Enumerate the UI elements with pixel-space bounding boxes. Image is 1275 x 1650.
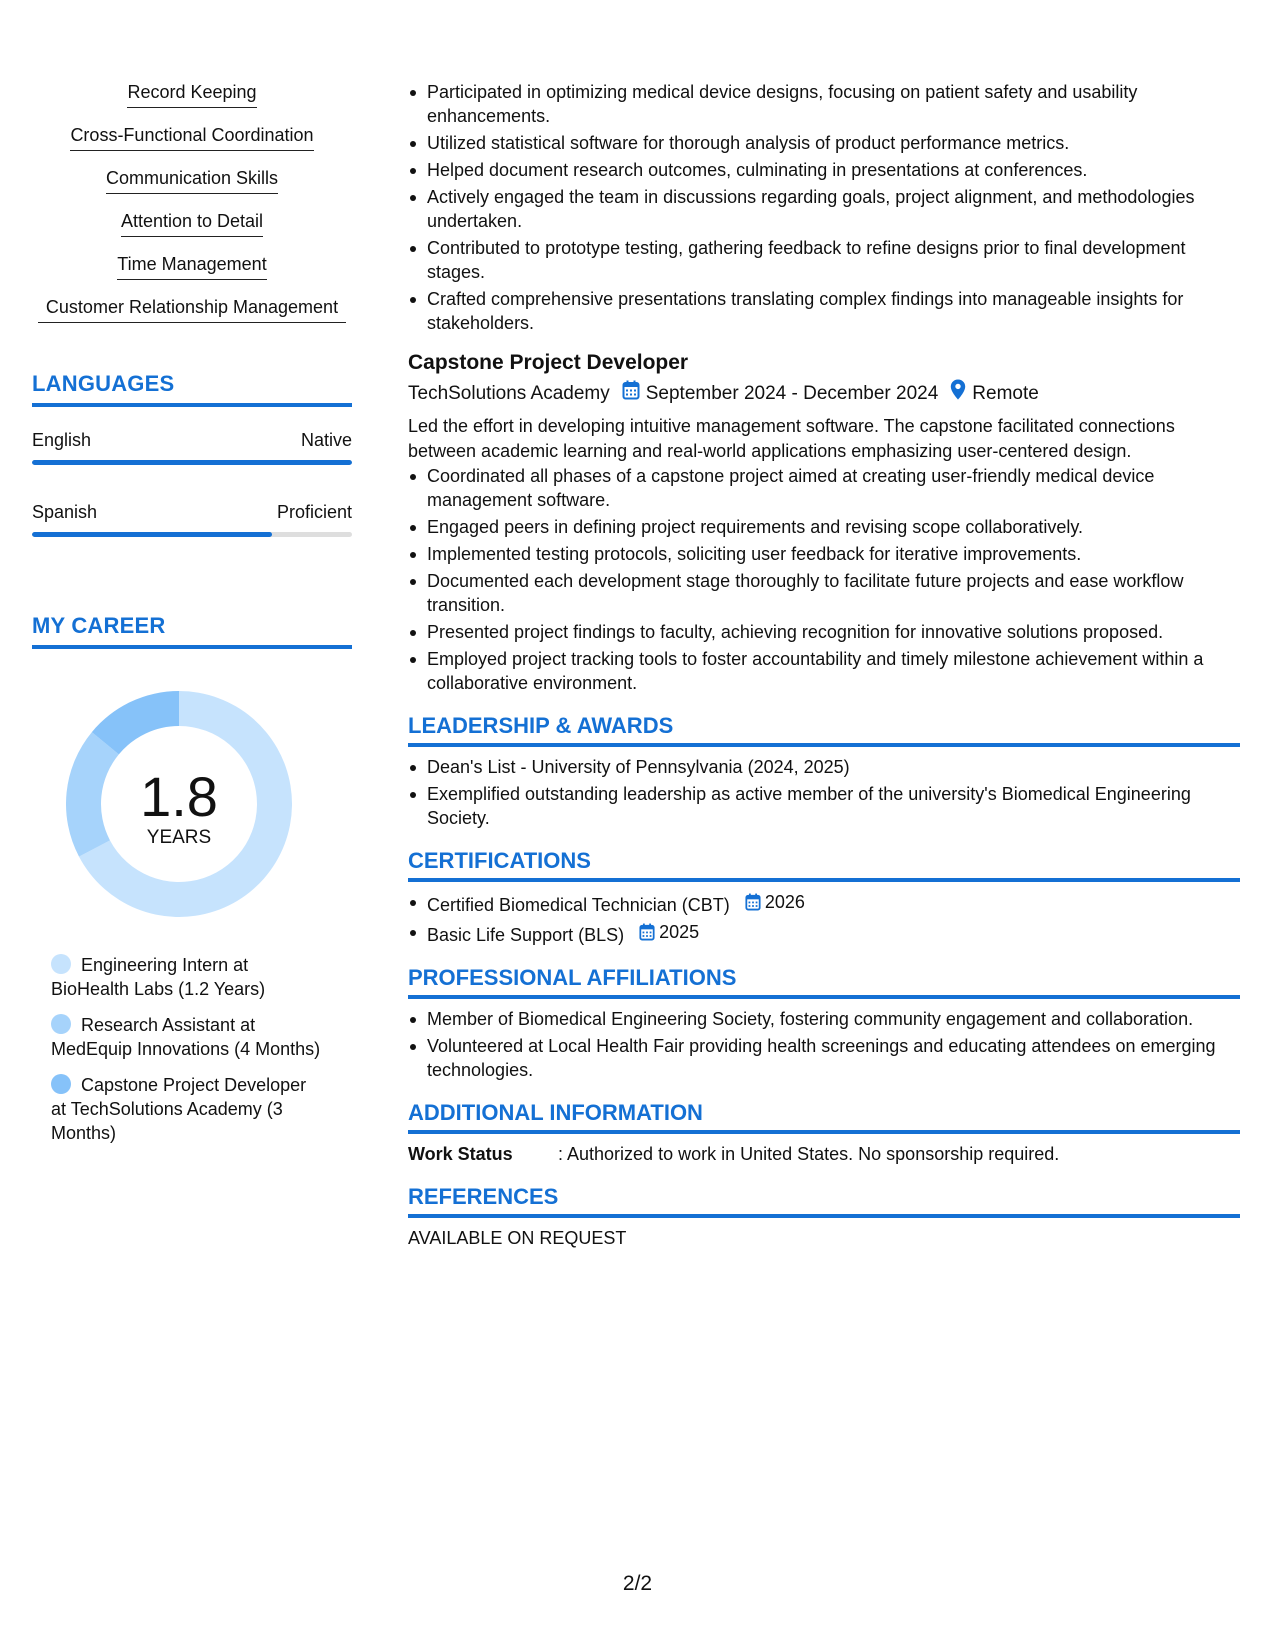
legend-dot-icon — [51, 1014, 71, 1034]
career-total-value: 1.8 — [140, 765, 218, 828]
work-status-value: : Authorized to work in United States. No sponsorship required. — [558, 1144, 1060, 1164]
affiliations-list — [408, 1007, 1240, 1082]
capstone-job — [408, 349, 1240, 695]
career-section — [32, 613, 352, 1145]
career-legend-item: Research Assistant at MedEquip Innovations (4 Months) — [51, 1015, 321, 1059]
certifications-heading: CERTIFICATIONS — [408, 848, 1240, 882]
leadership-list — [408, 755, 1240, 830]
bullet-item: Dean's List - University of Pennsylvania (2024, 2025) — [408, 755, 1240, 779]
career-heading: MY CAREER — [32, 613, 352, 649]
bullet-item: Documented each development stage thoroughly to facilitate future projects and ease workflow transition. — [408, 569, 1240, 617]
capstone-bullets — [408, 464, 1240, 695]
language-name: Spanish — [32, 502, 98, 522]
left-column — [32, 80, 352, 1145]
calendar-icon — [622, 380, 640, 408]
bullet-item: Exemplified outstanding leadership as active member of the university's Biomedical Engineering Society. — [408, 782, 1240, 830]
leadership-heading: LEADERSHIP & AWARDS — [408, 713, 1240, 747]
bullet-item: Crafted comprehensive presentations translating complex findings into manageable insights for stakeholders. — [408, 287, 1240, 335]
bullet-item: Helped document research outcomes, culminating in presentations at conferences. — [408, 158, 1240, 182]
skill-item: Communication Skills — [32, 166, 352, 194]
bullet-item: Coordinated all phases of a capstone project aimed at creating user-friendly medical device management software. — [408, 464, 1240, 512]
right-column — [408, 80, 1240, 1250]
bullet-item: Member of Biomedical Engineering Society, fostering community engagement and collaboration. — [408, 1007, 1240, 1031]
job-description: Led the effort in developing intuitive management software. The capstone facilitated connections between academic learning and real-world applications emphasizing user-centered design. — [408, 416, 1175, 461]
languages-heading: LANGUAGES — [32, 371, 352, 407]
language-level: Native — [300, 430, 352, 450]
work-status-label: Work Status — [408, 1144, 513, 1164]
job-company: TechSolutions Academy — [408, 382, 610, 404]
language-name: English — [32, 430, 92, 450]
map-pin-icon — [950, 379, 966, 408]
bullet-item: Contributed to prototype testing, gathering feedback to refine designs prior to final development stages. — [408, 236, 1240, 284]
legend-dot-icon — [51, 1074, 71, 1094]
certification-year: 2025 — [659, 922, 700, 942]
language-item — [32, 429, 352, 465]
language-bar — [32, 532, 352, 537]
certifications-list — [408, 890, 1240, 947]
career-legend-item: Engineering Intern at BioHealth Labs (1.2 Years) — [51, 955, 266, 999]
bullet-item: Volunteered at Local Health Fair providing health screenings and educating attendees on emerging technologies. — [408, 1034, 1240, 1082]
job-title: Capstone Project Developer — [408, 351, 689, 374]
bullet-item: Engaged peers in defining project requirements and revising scope collaboratively. — [408, 515, 1240, 539]
skill-item: Customer Relationship Management — [32, 295, 352, 323]
language-bar — [32, 460, 352, 465]
certification-year: 2026 — [764, 892, 805, 912]
affiliations-heading: PROFESSIONAL AFFILIATIONS — [408, 965, 1240, 999]
job-meta — [408, 379, 1240, 408]
references-text: AVAILABLE ON REQUEST — [408, 1228, 627, 1248]
skill-item: Record Keeping — [32, 80, 352, 108]
additional-heading: ADDITIONAL INFORMATION — [408, 1100, 1240, 1134]
languages-section — [32, 371, 352, 537]
bullet-item: Employed project tracking tools to foster accountability and timely milestone achievement within a collaborative environment. — [408, 647, 1240, 695]
bullet-item: Utilized statistical software for thorough analysis of product performance metrics. — [408, 131, 1240, 155]
skill-item: Time Management — [32, 252, 352, 280]
skill-item: Cross-Functional Coordination — [32, 123, 352, 151]
calendar-icon — [639, 923, 655, 941]
calendar-icon — [745, 893, 761, 911]
certification-item: Basic Life Support (BLS) 2025 — [408, 920, 1240, 947]
work-status-row — [408, 1142, 1240, 1166]
bullet-item: Actively engaged the team in discussions regarding goals, project alignment, and methodologies undertaken. — [408, 185, 1240, 233]
career-legend-item: Capstone Project Developer at TechSolutions Academy (3 Months) — [51, 1075, 307, 1143]
references-heading: REFERENCES — [408, 1184, 1240, 1218]
career-donut-chart — [66, 691, 292, 917]
language-level: Proficient — [276, 502, 352, 522]
bullet-item: Implemented testing protocols, soliciting user feedback for iterative improvements. — [408, 542, 1240, 566]
skills-list — [32, 80, 352, 323]
job-dates: September 2024 - December 2024 — [645, 382, 939, 404]
bullet-item: Presented project findings to faculty, achieving recognition for innovative solutions proposed. — [408, 620, 1240, 644]
bullet-item: Participated in optimizing medical device designs, focusing on patient safety and usability enhancements. — [408, 80, 1240, 128]
page-number: 2/2 — [622, 1572, 653, 1595]
job-location: Remote — [972, 382, 1039, 404]
career-legend — [32, 953, 352, 1145]
previous-job-bullets — [408, 80, 1240, 335]
career-total-unit: YEARS — [146, 827, 212, 848]
legend-dot-icon — [51, 954, 71, 974]
skill-item: Attention to Detail — [32, 209, 352, 237]
language-item — [32, 501, 352, 537]
certification-item: Certified Biomedical Technician (CBT) 2026 — [408, 890, 1240, 917]
